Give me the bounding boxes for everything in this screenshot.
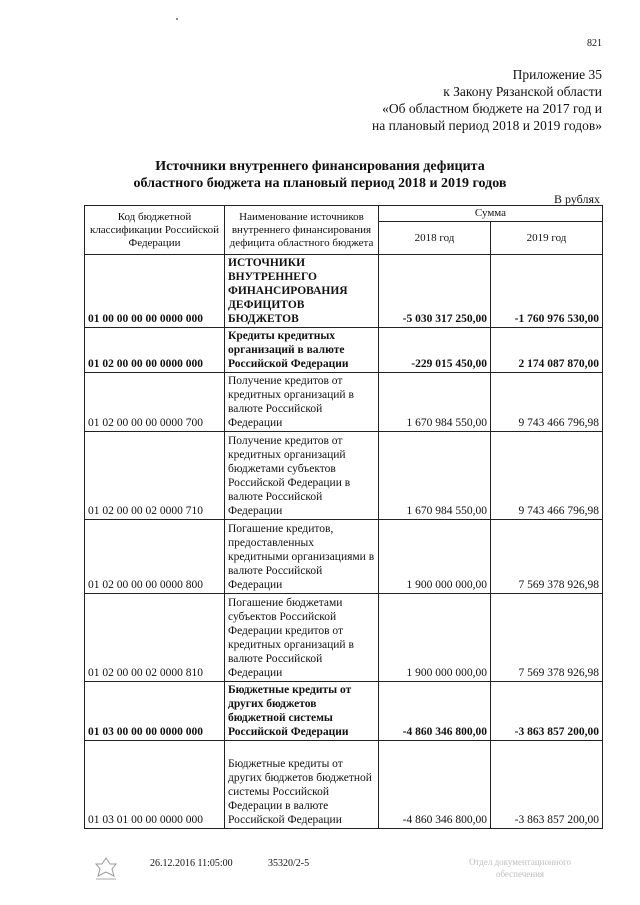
page-number: 821: [587, 38, 602, 49]
row-name: Погашение бюджетами субъектов Российской Федерации кредитов от кредитных организаций в валюте Российской Федерации: [225, 594, 379, 682]
table-row: [85, 373, 603, 432]
row-code: 01 02 00 00 02 0000 710: [85, 432, 225, 520]
appendix-line: на плановый период 2018 и 2019 годов»: [371, 118, 602, 133]
table-row: [85, 594, 603, 682]
emblem-icon: [92, 856, 120, 885]
row-value-2018: 1 900 000 000,00: [379, 520, 491, 594]
row-value-2019: 7 569 378 926,98: [491, 520, 603, 594]
header-code: Код бюджетной классификации Российской Федерации: [85, 206, 225, 255]
document-id: 35320/2-5: [268, 858, 310, 869]
row-name: Погашение кредитов, предоставленных кредитными организациями в валюте Российской Федерации: [225, 520, 379, 594]
appendix-header: [272, 66, 602, 134]
row-value-2019: 7 569 378 926,98: [491, 594, 603, 682]
row-value-2019: 9 743 466 796,98: [491, 373, 603, 432]
department-stamp: [450, 856, 590, 880]
table-row: [85, 520, 603, 594]
table-row: [85, 682, 603, 741]
units-label: В рублях: [553, 192, 600, 206]
row-code: 01 02 00 00 02 0000 810: [85, 594, 225, 682]
row-name: Получение кредитов от кредитных организаций в валюте Российской Федерации: [225, 373, 379, 432]
appendix-line: «Об областном бюджете на 2017 год и: [382, 101, 602, 116]
row-name: Получение кредитов от кредитных организаций бюджетами субъектов Российской Федерации в валюте Российской Федерации: [225, 432, 379, 520]
header-name: Наименование источников внутреннего финансирования дефицита областного бюджета: [225, 206, 379, 255]
row-value-2019: -3 863 857 200,00: [491, 741, 603, 829]
row-name: Кредиты кредитных организаций в валюте Российской Федерации: [225, 328, 379, 373]
row-value-2018: -4 860 346 800,00: [379, 682, 491, 741]
row-name: ИСТОЧНИКИ ВНУТРЕННЕГО ФИНАНСИРОВАНИЯ ДЕФИЦИТОВ БЮДЖЕТОВ: [225, 255, 379, 328]
appendix-line: Приложение 35: [512, 67, 602, 82]
title-line-2: областного бюджета на плановый период 2018 и 2019 годов: [133, 176, 507, 191]
budget-table: [84, 205, 603, 829]
table-row: [85, 328, 603, 373]
department-stamp-line: обеспечения: [495, 869, 545, 879]
row-code: 01 02 00 00 00 0000 000: [85, 328, 225, 373]
table-row: [85, 741, 603, 829]
row-value-2019: -1 760 976 530,00: [491, 255, 603, 328]
row-value-2018: -229 015 450,00: [379, 328, 491, 373]
table-row: [85, 432, 603, 520]
table-row: [85, 255, 603, 328]
scan-speck: [176, 18, 178, 20]
row-code: 01 03 01 00 00 0000 000: [85, 741, 225, 829]
row-value-2018: -5 030 317 250,00: [379, 255, 491, 328]
page-footer: [0, 856, 640, 896]
row-code: 01 02 00 00 00 0000 800: [85, 520, 225, 594]
row-code: 01 00 00 00 00 0000 000: [85, 255, 225, 328]
header-2018: 2018 год: [379, 222, 491, 255]
row-value-2018: 1 900 000 000,00: [379, 594, 491, 682]
row-value-2019: 2 174 087 870,00: [491, 328, 603, 373]
title-line-1: Источники внутреннего финансирования дефицита: [155, 159, 485, 174]
row-value-2019: -3 863 857 200,00: [491, 682, 603, 741]
row-value-2018: 1 670 984 550,00: [379, 432, 491, 520]
row-name: Бюджетные кредиты от других бюджетов бюджетной системы Российской Федерации: [225, 682, 379, 741]
row-value-2019: 9 743 466 796,98: [491, 432, 603, 520]
header-sum: Сумма: [379, 206, 603, 222]
row-code: 01 03 00 00 00 0000 000: [85, 682, 225, 741]
appendix-line: к Закону Рязанской области: [443, 84, 602, 99]
row-name: Бюджетные кредиты от других бюджетов бюджетной системы Российской Федерации в валюте Российской Федерации: [225, 741, 379, 829]
print-date: 26.12.2016 11:05:00: [150, 858, 233, 869]
row-value-2018: -4 860 346 800,00: [379, 741, 491, 829]
row-value-2018: 1 670 984 550,00: [379, 373, 491, 432]
header-2019: 2019 год: [491, 222, 603, 255]
document-title: [100, 158, 540, 192]
department-stamp-line: Отдел документационного: [468, 857, 572, 867]
row-code: 01 02 00 00 00 0000 700: [85, 373, 225, 432]
